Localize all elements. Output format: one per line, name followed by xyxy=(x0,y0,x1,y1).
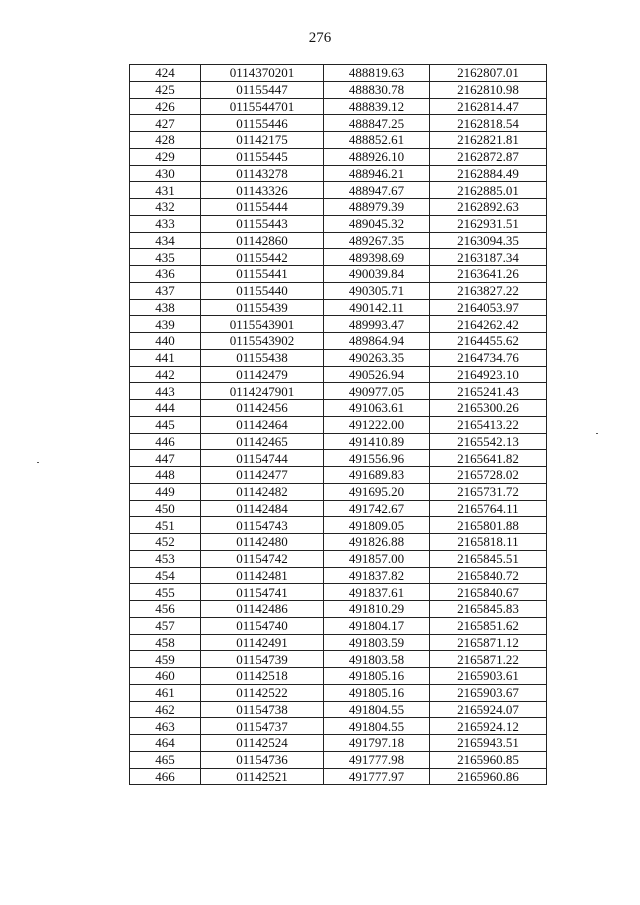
point-id-cell: 01142456 xyxy=(201,400,324,417)
page-number: 276 xyxy=(308,30,332,46)
y-coordinate-cell: 2165871.22 xyxy=(430,651,547,668)
point-id-cell: 01154736 xyxy=(201,751,324,768)
y-coordinate-cell: 2165840.72 xyxy=(430,567,547,584)
x-coordinate-cell: 491063.61 xyxy=(324,400,430,417)
table-row xyxy=(130,366,547,383)
y-coordinate-cell: 2165871.12 xyxy=(430,634,547,651)
row-number-cell: 438 xyxy=(130,299,201,316)
point-id-cell: 01142481 xyxy=(201,567,324,584)
table-row xyxy=(130,517,547,534)
row-number-cell: 463 xyxy=(130,718,201,735)
point-id-cell: 01142518 xyxy=(201,668,324,685)
point-id-cell: 0115543902 xyxy=(201,333,324,350)
y-coordinate-cell: 2162872.87 xyxy=(430,148,547,165)
x-coordinate-cell: 488852.61 xyxy=(324,132,430,149)
row-number-cell: 431 xyxy=(130,182,201,199)
point-id-cell: 01142860 xyxy=(201,232,324,249)
point-id-cell: 01155442 xyxy=(201,249,324,266)
y-coordinate-cell: 2162821.81 xyxy=(430,132,547,149)
x-coordinate-cell: 491809.05 xyxy=(324,517,430,534)
row-number-cell: 430 xyxy=(130,165,201,182)
x-coordinate-cell: 488926.10 xyxy=(324,148,430,165)
table-row xyxy=(130,316,547,333)
table-row xyxy=(130,550,547,567)
point-id-cell: 01142464 xyxy=(201,416,324,433)
y-coordinate-cell: 2162807.01 xyxy=(430,65,547,82)
x-coordinate-cell: 491742.67 xyxy=(324,500,430,517)
y-coordinate-cell: 2165943.51 xyxy=(430,735,547,752)
row-number-cell: 432 xyxy=(130,199,201,216)
y-coordinate-cell: 2164455.62 xyxy=(430,333,547,350)
row-number-cell: 456 xyxy=(130,601,201,618)
table-row xyxy=(130,148,547,165)
row-number-cell: 433 xyxy=(130,215,201,232)
table-row xyxy=(130,115,547,132)
point-id-cell: 01155443 xyxy=(201,215,324,232)
x-coordinate-cell: 489993.47 xyxy=(324,316,430,333)
x-coordinate-cell: 491803.58 xyxy=(324,651,430,668)
y-coordinate-cell: 2165241.43 xyxy=(430,383,547,400)
point-id-cell: 0115543901 xyxy=(201,316,324,333)
row-number-cell: 434 xyxy=(130,232,201,249)
row-number-cell: 443 xyxy=(130,383,201,400)
row-number-cell: 451 xyxy=(130,517,201,534)
point-id-cell: 01142465 xyxy=(201,433,324,450)
point-id-cell: 01142477 xyxy=(201,467,324,484)
row-number-cell: 424 xyxy=(130,65,201,82)
point-id-cell: 01154743 xyxy=(201,517,324,534)
table-row xyxy=(130,416,547,433)
x-coordinate-cell: 488946.21 xyxy=(324,165,430,182)
table-row xyxy=(130,65,547,82)
table-row xyxy=(130,768,547,785)
point-id-cell: 01142175 xyxy=(201,132,324,149)
y-coordinate-cell: 2162884.49 xyxy=(430,165,547,182)
x-coordinate-cell: 489864.94 xyxy=(324,333,430,350)
y-coordinate-cell: 2164734.76 xyxy=(430,349,547,366)
x-coordinate-cell: 491804.55 xyxy=(324,701,430,718)
x-coordinate-cell: 489045.32 xyxy=(324,215,430,232)
row-number-cell: 457 xyxy=(130,617,201,634)
point-id-cell: 01142484 xyxy=(201,500,324,517)
y-coordinate-cell: 2162818.54 xyxy=(430,115,547,132)
point-id-cell: 01142524 xyxy=(201,735,324,752)
x-coordinate-cell: 491410.89 xyxy=(324,433,430,450)
y-coordinate-cell: 2165903.61 xyxy=(430,668,547,685)
scan-speck xyxy=(596,433,598,434)
point-id-cell: 01142522 xyxy=(201,684,324,701)
table-row xyxy=(130,467,547,484)
row-number-cell: 452 xyxy=(130,534,201,551)
coordinates-table-body xyxy=(130,65,547,785)
row-number-cell: 449 xyxy=(130,483,201,500)
row-number-cell: 460 xyxy=(130,668,201,685)
point-id-cell: 01154744 xyxy=(201,450,324,467)
table-row xyxy=(130,400,547,417)
x-coordinate-cell: 491804.55 xyxy=(324,718,430,735)
x-coordinate-cell: 491777.97 xyxy=(324,768,430,785)
table-row xyxy=(130,584,547,601)
x-coordinate-cell: 491222.00 xyxy=(324,416,430,433)
x-coordinate-cell: 490142.11 xyxy=(324,299,430,316)
x-coordinate-cell: 491804.17 xyxy=(324,617,430,634)
row-number-cell: 462 xyxy=(130,701,201,718)
row-number-cell: 447 xyxy=(130,450,201,467)
point-id-cell: 01143278 xyxy=(201,165,324,182)
point-id-cell: 01155440 xyxy=(201,282,324,299)
x-coordinate-cell: 491805.16 xyxy=(324,684,430,701)
y-coordinate-cell: 2165960.85 xyxy=(430,751,547,768)
row-number-cell: 465 xyxy=(130,751,201,768)
row-number-cell: 464 xyxy=(130,735,201,752)
table-row xyxy=(130,249,547,266)
x-coordinate-cell: 491826.88 xyxy=(324,534,430,551)
x-coordinate-cell: 490305.71 xyxy=(324,282,430,299)
x-coordinate-cell: 488847.25 xyxy=(324,115,430,132)
row-number-cell: 454 xyxy=(130,567,201,584)
y-coordinate-cell: 2165542.13 xyxy=(430,433,547,450)
table-row xyxy=(130,165,547,182)
row-number-cell: 455 xyxy=(130,584,201,601)
x-coordinate-cell: 491810.29 xyxy=(324,601,430,618)
row-number-cell: 458 xyxy=(130,634,201,651)
point-id-cell: 01154737 xyxy=(201,718,324,735)
row-number-cell: 450 xyxy=(130,500,201,517)
table-row xyxy=(130,450,547,467)
table-row xyxy=(130,701,547,718)
table-row xyxy=(130,349,547,366)
x-coordinate-cell: 488979.39 xyxy=(324,199,430,216)
point-id-cell: 01142486 xyxy=(201,601,324,618)
row-number-cell: 445 xyxy=(130,416,201,433)
row-number-cell: 425 xyxy=(130,81,201,98)
table-row xyxy=(130,601,547,618)
coordinates-table xyxy=(129,64,547,785)
table-row xyxy=(130,132,547,149)
y-coordinate-cell: 2162892.63 xyxy=(430,199,547,216)
row-number-cell: 446 xyxy=(130,433,201,450)
y-coordinate-cell: 2165801.88 xyxy=(430,517,547,534)
x-coordinate-cell: 491689.83 xyxy=(324,467,430,484)
y-coordinate-cell: 2165413.22 xyxy=(430,416,547,433)
row-number-cell: 453 xyxy=(130,550,201,567)
table-row xyxy=(130,98,547,115)
y-coordinate-cell: 2165924.12 xyxy=(430,718,547,735)
x-coordinate-cell: 491803.59 xyxy=(324,634,430,651)
point-id-cell: 01154739 xyxy=(201,651,324,668)
row-number-cell: 466 xyxy=(130,768,201,785)
table-row xyxy=(130,383,547,400)
table-row xyxy=(130,500,547,517)
y-coordinate-cell: 2164053.97 xyxy=(430,299,547,316)
y-coordinate-cell: 2165818.11 xyxy=(430,534,547,551)
table-row xyxy=(130,266,547,283)
row-number-cell: 444 xyxy=(130,400,201,417)
row-number-cell: 439 xyxy=(130,316,201,333)
table-row xyxy=(130,567,547,584)
point-id-cell: 01142491 xyxy=(201,634,324,651)
point-id-cell: 01143326 xyxy=(201,182,324,199)
row-number-cell: 459 xyxy=(130,651,201,668)
table-row xyxy=(130,182,547,199)
x-coordinate-cell: 491797.18 xyxy=(324,735,430,752)
y-coordinate-cell: 2163827.22 xyxy=(430,282,547,299)
x-coordinate-cell: 491857.00 xyxy=(324,550,430,567)
table-row xyxy=(130,333,547,350)
table-row xyxy=(130,751,547,768)
y-coordinate-cell: 2165764.11 xyxy=(430,500,547,517)
x-coordinate-cell: 491837.61 xyxy=(324,584,430,601)
y-coordinate-cell: 2163187.34 xyxy=(430,249,547,266)
x-coordinate-cell: 491695.20 xyxy=(324,483,430,500)
table-row xyxy=(130,215,547,232)
y-coordinate-cell: 2164923.10 xyxy=(430,366,547,383)
x-coordinate-cell: 488839.12 xyxy=(324,98,430,115)
row-number-cell: 442 xyxy=(130,366,201,383)
y-coordinate-cell: 2162810.98 xyxy=(430,81,547,98)
table-row xyxy=(130,534,547,551)
table-row xyxy=(130,668,547,685)
x-coordinate-cell: 490263.35 xyxy=(324,349,430,366)
x-coordinate-cell: 490039.84 xyxy=(324,266,430,283)
y-coordinate-cell: 2165851.62 xyxy=(430,617,547,634)
point-id-cell: 01155447 xyxy=(201,81,324,98)
y-coordinate-cell: 2165903.67 xyxy=(430,684,547,701)
row-number-cell: 441 xyxy=(130,349,201,366)
scan-speck xyxy=(37,462,39,463)
x-coordinate-cell: 491805.16 xyxy=(324,668,430,685)
point-id-cell: 01155441 xyxy=(201,266,324,283)
y-coordinate-cell: 2165845.51 xyxy=(430,550,547,567)
point-id-cell: 0114370201 xyxy=(201,65,324,82)
row-number-cell: 461 xyxy=(130,684,201,701)
row-number-cell: 427 xyxy=(130,115,201,132)
x-coordinate-cell: 491556.96 xyxy=(324,450,430,467)
y-coordinate-cell: 2165728.02 xyxy=(430,467,547,484)
row-number-cell: 436 xyxy=(130,266,201,283)
y-coordinate-cell: 2165641.82 xyxy=(430,450,547,467)
point-id-cell: 01155445 xyxy=(201,148,324,165)
y-coordinate-cell: 2165300.26 xyxy=(430,400,547,417)
table-row xyxy=(130,199,547,216)
table-row xyxy=(130,299,547,316)
table-row xyxy=(130,735,547,752)
point-id-cell: 01142521 xyxy=(201,768,324,785)
point-id-cell: 01155446 xyxy=(201,115,324,132)
x-coordinate-cell: 490526.94 xyxy=(324,366,430,383)
table-row xyxy=(130,617,547,634)
y-coordinate-cell: 2162885.01 xyxy=(430,182,547,199)
y-coordinate-cell: 2164262.42 xyxy=(430,316,547,333)
table-row xyxy=(130,483,547,500)
point-id-cell: 01154738 xyxy=(201,701,324,718)
row-number-cell: 440 xyxy=(130,333,201,350)
row-number-cell: 437 xyxy=(130,282,201,299)
row-number-cell: 428 xyxy=(130,132,201,149)
point-id-cell: 0115544701 xyxy=(201,98,324,115)
point-id-cell: 01154741 xyxy=(201,584,324,601)
point-id-cell: 01154742 xyxy=(201,550,324,567)
y-coordinate-cell: 2165960.86 xyxy=(430,768,547,785)
table-row xyxy=(130,651,547,668)
table-row xyxy=(130,433,547,450)
x-coordinate-cell: 490977.05 xyxy=(324,383,430,400)
row-number-cell: 448 xyxy=(130,467,201,484)
y-coordinate-cell: 2165840.67 xyxy=(430,584,547,601)
y-coordinate-cell: 2165845.83 xyxy=(430,601,547,618)
table-row xyxy=(130,718,547,735)
x-coordinate-cell: 488830.78 xyxy=(324,81,430,98)
point-id-cell: 0114247901 xyxy=(201,383,324,400)
y-coordinate-cell: 2163641.26 xyxy=(430,266,547,283)
point-id-cell: 01142480 xyxy=(201,534,324,551)
y-coordinate-cell: 2165924.07 xyxy=(430,701,547,718)
table-row xyxy=(130,81,547,98)
point-id-cell: 01142482 xyxy=(201,483,324,500)
table-row xyxy=(130,684,547,701)
x-coordinate-cell: 488947.67 xyxy=(324,182,430,199)
point-id-cell: 01155439 xyxy=(201,299,324,316)
y-coordinate-cell: 2162814.47 xyxy=(430,98,547,115)
table-row xyxy=(130,634,547,651)
y-coordinate-cell: 2165731.72 xyxy=(430,483,547,500)
y-coordinate-cell: 2163094.35 xyxy=(430,232,547,249)
y-coordinate-cell: 2162931.51 xyxy=(430,215,547,232)
x-coordinate-cell: 491777.98 xyxy=(324,751,430,768)
row-number-cell: 429 xyxy=(130,148,201,165)
point-id-cell: 01142479 xyxy=(201,366,324,383)
row-number-cell: 426 xyxy=(130,98,201,115)
x-coordinate-cell: 489267.35 xyxy=(324,232,430,249)
x-coordinate-cell: 488819.63 xyxy=(324,65,430,82)
x-coordinate-cell: 489398.69 xyxy=(324,249,430,266)
point-id-cell: 01154740 xyxy=(201,617,324,634)
x-coordinate-cell: 491837.82 xyxy=(324,567,430,584)
table-row xyxy=(130,232,547,249)
row-number-cell: 435 xyxy=(130,249,201,266)
table-row xyxy=(130,282,547,299)
point-id-cell: 01155438 xyxy=(201,349,324,366)
point-id-cell: 01155444 xyxy=(201,199,324,216)
